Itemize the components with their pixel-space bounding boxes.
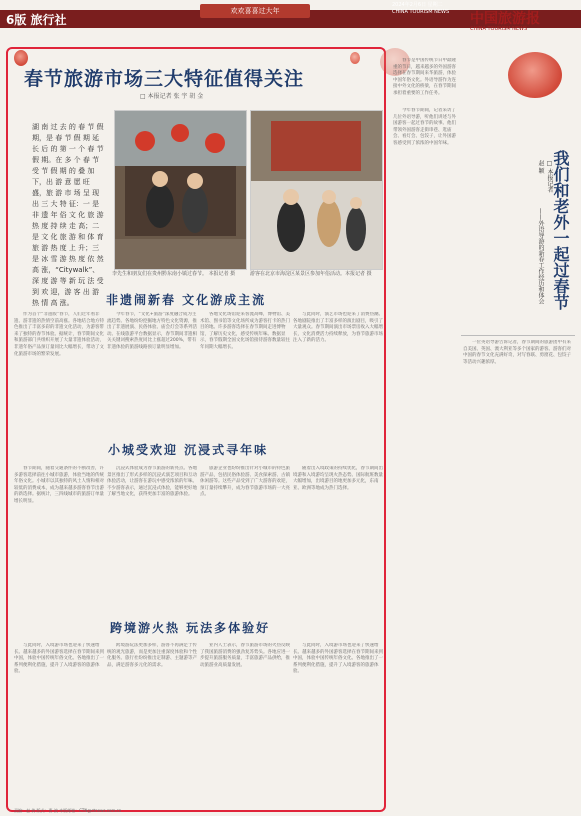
- article-column: 旅游企业也纷纷推出针对小城市的特色旅游产品，包括民俗体验游、美食探索游、古镇休闲游等。这些产品受到了广大游客的欢迎，预订量持续攀升，成为春节旅游市场的一大亮点。: [200, 466, 290, 498]
- side-byline: □ 本报记者 赵 颖: [537, 160, 553, 193]
- article-column: 今年春节，“文化+旅游”深度融合成为主流趋势。各地纷纷挖掘地方特色文化资源，推出了非遗展演、民俗体验、庙会灯会等系列活动。在线旅游平台数据显示，春节期间非遗相关关键词搜索热度同比上涨超过200%，带有非遗体验的旅游线路预订量明显增加。: [107, 312, 197, 350]
- page-header: [0, 0, 581, 36]
- article-column: 随着出入境政策的持续优化，春节期间出境游和入境游均呈现火热态势。国际航班数量大幅增加，出境游目的地更加多元化，东南亚、欧洲等地成为热门选择。: [293, 466, 383, 491]
- lantern-icon: [508, 52, 562, 98]
- article-column: 各地文化场馆迎来客流高峰，博物馆、美术馆、图书馆等文化场所成为游客打卡的热门目的地。许多游客选择在春节期间走进博物馆，了解历史文化，感受传统年味。数据显示，春节假期全国文化场馆接待游客数量较往年同期大幅增长。: [200, 312, 290, 350]
- section-heading-1: 非遗闹新春 文化游成主流: [106, 293, 267, 307]
- article-byline: □ 本报记者 张 宇 胡 金: [140, 93, 204, 100]
- article-column: 沉浸式体验成为春节旅游的新亮点。各地景区推出了形式多样的沉浸式演艺项目和互动体验活动，让游客在游玩中感受浓浓的年味。不少游客表示，通过沉浸式体验，能够更好地了解当地文化，获得更加丰富的旅游体验。: [107, 466, 197, 498]
- festival-band: 欢欢喜喜过大年: [200, 4, 310, 18]
- photo-1-image: [115, 111, 246, 269]
- side-column: 春节是中国传统节日中最隆重的节日，越来越多的外国游客选择在春节期间来华旅游，体验中国年俗文化。外语导游作为连接中外文化的桥梁，在春节期间承担着重要的工作任务。: [393, 58, 456, 96]
- lantern-icon: [350, 52, 360, 64]
- newspaper-logo: 中国旅游报: [470, 11, 540, 27]
- page-footer: 责编：赵 倩 版式：曹 波 本版邮箱：CTN@ctnews.com.cn: [14, 808, 122, 813]
- article-column: 作为首个“非遗版”春节，人们过年看非遗、游非遗的热情空前高涨。各地结合地方特色推出了丰富多彩的非遗文化活动，为游客带来了独特的春节体验。据统计，春节期间文化和旅游部门共组织开展了大量非遗体验活动，非遗年俗产品预订量同比大幅增长，带动了文化旅游市场的繁荣发展。: [14, 312, 104, 357]
- side-column: 一位英语导游告诉记者，春节期间的旅游团中有来自美国、英国、澳大利亚等多个国家的游客。游客们对中国的春节文化充满好奇，对写春联、剪窗花、包饺子等活动兴趣浓厚。: [463, 340, 571, 365]
- article-column: 业内人士表示，春节旅游市场的火热反映了我国旅游消费的强劲复苏势头。各地应进一步提升旅游服务质量，丰富旅游产品供给，推动旅游业高质量发展。: [200, 643, 290, 668]
- photo-2: [250, 110, 383, 270]
- date-block: [392, 2, 449, 16]
- article-column: 春节期间，随着交通条件的不断改善，许多游客选择前往小城市旅游，体验当地的传统年俗文化。小城市以其独特的风土人情和相对较低的消费成本，成为越来越多游客春节出游的新选择。据统计，三四线城市的旅游订单量增长明显。: [14, 466, 104, 504]
- page-version: 6版 旅行社: [6, 13, 67, 27]
- photo-1: [114, 110, 247, 270]
- article-lede: 湖 南 过 去 的 春 节 假 期，是 春 节 假 期 延 长 后 的 第 一 个 春 节 假 期。在 多 个 春 节 受 节 假 期 的 叠 加 下，出 游 意 愿 旺 盛，旅 游 市 场 呈 现 出 三 大 特 征：一 是 非 遗 年 俗 文 化 旅 游 热 度 持 续 走 高；二 是 文 化 旅 游 和 体 育 旅 游 热 度 上 升；三 是 冰 雪 游 热 度 依 然 高 涨，“Citywalk”、深 度 游 等 新 玩 法 受 到 欢 迎，游 客 出 游 热 情 高 涨。: [32, 123, 104, 307]
- article-column: 与此同时，入境游市场也迎来了快速增长。越来越多的外国游客选择在春节期间来到中国，体验中国传统年俗文化。各地推出了一系列便利化措施，提升了入境游客的旅游体验。: [14, 643, 104, 675]
- photo-1-caption: 李先生和朋友们在贵州黔东南小镇过春节。 本报记者 摄: [112, 271, 236, 277]
- side-subtitle: ——外语导游的新春工作经历和体会: [537, 208, 544, 304]
- side-title: 我们和老外一起过春节: [551, 150, 570, 310]
- article-title: 春节旅游市场三大特征值得关注: [24, 68, 305, 90]
- newspaper-logo-sub: CHINA TOURISM NEWS: [470, 26, 528, 32]
- photo-2-caption: 游客在北京市海淀区某景区参加年俗活动。本报记者 摄: [250, 271, 372, 277]
- article-column: 与此同时，演艺市场也迎来了消费热潮。各地剧院推出了丰富多样的演出剧目，吸引了大量观众。春节期间演出市场票房收入大幅增长，文化消费活力持续释放，为春节旅游市场注入了新的活力。: [293, 312, 383, 344]
- section-heading-3: 跨境游火热 玩法多体验好: [110, 621, 271, 635]
- date-text: 2024年2月6日 星期二: [392, 2, 443, 8]
- issue-text: CHINA TOURISM NEWS: [392, 9, 450, 15]
- side-divider: [461, 335, 575, 336]
- photo-2-image: [251, 111, 382, 269]
- side-column: 今年春节期间，记者采访了几位外语导游，听他们讲述与外国游客一起过春节的故事。他们带领外国游客走街串巷、逛庙会、看灯会、包饺子，让外国游客感受到了浓浓的中国年味。: [393, 108, 456, 146]
- section-heading-2: 小城受欢迎 沉浸式寻年味: [108, 443, 269, 457]
- article-column: 跨境游玩法更加多样，游客不再满足于传统的观光旅游，而是更加注重深度体验和个性化服务。旅行社纷纷推出定制游、主题游等产品，满足游客多元化的需求。: [107, 643, 197, 668]
- article-column: 与此同时，入境游市场也迎来了快速增长。越来越多的外国游客选择在春节期间来到中国，体验中国传统年俗文化。各地推出了一系列便利化措施，提升了入境游客的旅游体验。: [293, 643, 383, 675]
